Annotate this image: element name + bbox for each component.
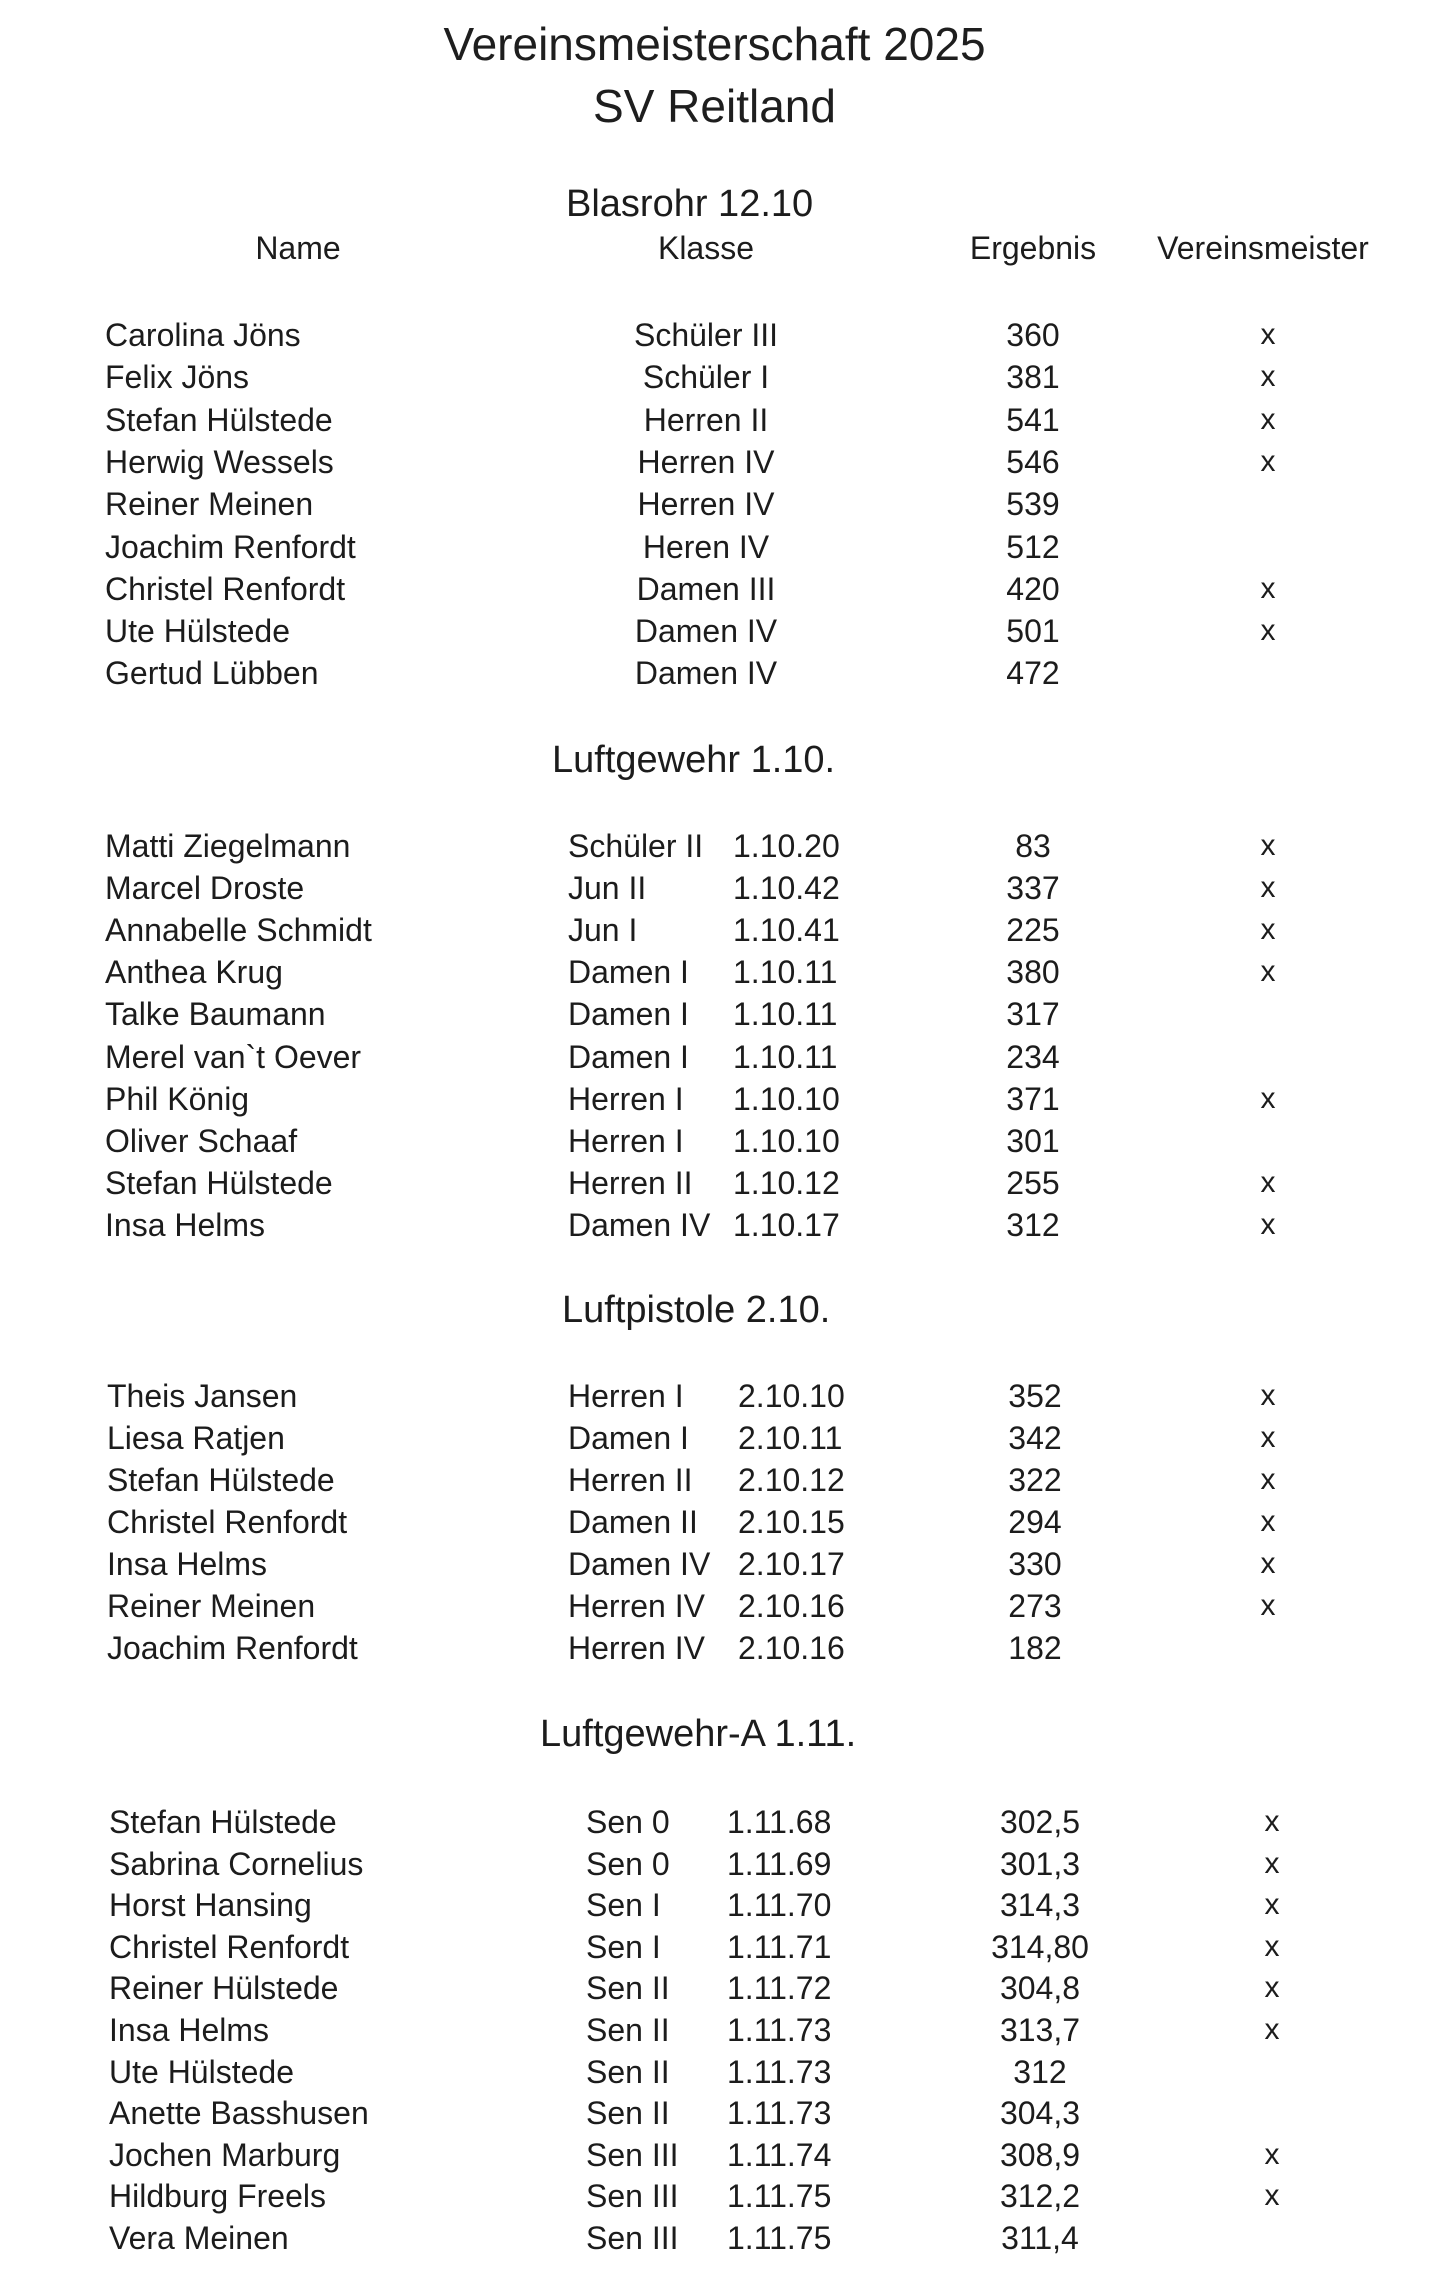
participant-class: Jun II xyxy=(568,870,647,907)
discipline-code: 2.10.16 xyxy=(738,1588,845,1624)
participant-name: Talke Baumann xyxy=(105,996,326,1033)
participant-class: Herren I xyxy=(568,1122,684,1159)
participant-name: Reiner Meinen xyxy=(107,1588,316,1624)
club-champion-mark: x xyxy=(1264,1888,1280,1922)
result-value: 312 xyxy=(1013,2053,1067,2090)
participant-class: Damen I xyxy=(568,1038,689,1075)
club-champion-mark: x xyxy=(1264,1971,1280,2005)
participant-name: Merel van`t Oever xyxy=(105,1038,362,1075)
participant-class: Sen III xyxy=(586,2178,679,2215)
table-row xyxy=(0,1078,1429,1120)
section-title-luftgewehr-a: Luftgewehr-A 1.11. xyxy=(540,1713,857,1755)
participant-name: Reiner Meinen xyxy=(105,486,314,523)
discipline-code: 1.11.71 xyxy=(727,1928,832,1965)
participant-name: Jochen Marburg xyxy=(109,2136,341,2173)
result-value: 225 xyxy=(1006,912,1060,949)
table-row xyxy=(0,2092,1429,2134)
table-row xyxy=(0,1843,1429,1885)
table-row xyxy=(0,2009,1429,2051)
table-row xyxy=(0,1417,1429,1459)
discipline-code: 1.10.17 xyxy=(733,1206,840,1243)
participant-class: Damen I xyxy=(568,954,689,991)
club-champion-mark: x xyxy=(1264,2137,1280,2171)
club-champion-mark: x xyxy=(1260,1421,1276,1454)
participant-class: Sen 0 xyxy=(586,1845,670,1882)
participant-name: Christel Renfordt xyxy=(105,570,346,607)
result-value: 301 xyxy=(1006,1122,1060,1159)
participant-name: Vera Meinen xyxy=(109,2220,289,2256)
participant-class: Sen II xyxy=(586,2012,670,2048)
result-value: 360 xyxy=(1006,317,1060,353)
participant-name: Herwig Wessels xyxy=(105,443,334,480)
result-value: 83 xyxy=(1015,828,1051,864)
club-champion-mark: x xyxy=(1260,1463,1276,1496)
participant-class: Schüler II xyxy=(568,828,704,864)
participant-class: Sen II xyxy=(586,2053,670,2090)
participant-name: Reiner Hülstede xyxy=(109,1970,339,2007)
participant-class: Heren IV xyxy=(642,528,770,565)
result-value: 314,80 xyxy=(991,1928,1089,1965)
discipline-code: 1.10.12 xyxy=(733,1164,840,1201)
result-value: 314,3 xyxy=(999,1887,1081,1924)
participant-name: Felix Jöns xyxy=(105,359,250,396)
participant-name: Anthea Krug xyxy=(105,954,283,991)
result-value: 255 xyxy=(1006,1164,1060,1201)
table-row xyxy=(0,568,1429,610)
participant-name: Joachim Renfordt xyxy=(105,528,356,565)
participant-name: Insa Helms xyxy=(107,1546,268,1582)
participant-name: Horst Hansing xyxy=(109,1887,312,1924)
discipline-code: 1.11.75 xyxy=(727,2220,832,2256)
result-value: 302,5 xyxy=(999,1804,1081,1840)
table-row xyxy=(0,1884,1429,1926)
result-value: 304,3 xyxy=(999,2095,1081,2132)
section-title-luftgewehr: Luftgewehr 1.10. xyxy=(552,739,836,781)
result-value: 420 xyxy=(1006,570,1060,607)
result-value: 317 xyxy=(1006,996,1060,1033)
discipline-code: 2.10.12 xyxy=(738,1462,845,1498)
participant-class: Schüler III xyxy=(633,317,779,353)
participant-name: Matti Ziegelmann xyxy=(105,828,351,864)
section-title-luftpistole: Luftpistole 2.10. xyxy=(562,1289,831,1331)
page-subtitle: SV Reitland xyxy=(593,80,836,132)
participant-class: Herren IV xyxy=(637,443,775,480)
discipline-code: 1.11.75 xyxy=(727,2178,832,2215)
participant-name: Stefan Hülstede xyxy=(109,1804,337,1840)
column-header-vereinsmeister: Vereinsmeister xyxy=(1157,230,1369,266)
table-row xyxy=(0,1204,1429,1246)
club-champion-mark: x xyxy=(1260,571,1276,605)
participant-class: Damen IV xyxy=(634,613,778,650)
discipline-code: 1.10.11 xyxy=(733,996,838,1033)
participant-class: Damen III xyxy=(636,570,776,607)
club-champion-mark: x xyxy=(1260,955,1276,989)
table-row xyxy=(0,2134,1429,2176)
result-value: 539 xyxy=(1006,486,1060,523)
result-value: 380 xyxy=(1006,954,1060,991)
result-value: 337 xyxy=(1006,870,1060,907)
page-title: Vereinsmeisterschaft 2025 xyxy=(443,18,986,70)
table-row xyxy=(0,867,1429,909)
participant-name: Joachim Renfordt xyxy=(107,1630,358,1666)
result-value: 342 xyxy=(1008,1420,1062,1456)
club-champion-mark: x xyxy=(1264,1929,1280,1963)
club-champion-mark: x xyxy=(1264,2179,1280,2213)
participant-class: Herren II xyxy=(568,1462,693,1498)
result-value: 301,3 xyxy=(999,1845,1081,1882)
participant-class: Jun I xyxy=(568,912,638,949)
club-champion-mark: x xyxy=(1260,614,1276,648)
discipline-code: 1.11.74 xyxy=(727,2136,832,2173)
result-value: 501 xyxy=(1006,613,1060,650)
discipline-code: 1.11.73 xyxy=(727,2053,832,2090)
table-row xyxy=(0,1967,1429,2009)
participant-class: Damen I xyxy=(568,1420,689,1456)
club-champion-mark: x xyxy=(1260,1207,1276,1241)
discipline-code: 2.10.10 xyxy=(738,1378,845,1414)
result-value: 322 xyxy=(1008,1462,1062,1498)
result-value: 330 xyxy=(1008,1546,1062,1582)
participant-name: Ute Hülstede xyxy=(105,613,290,650)
club-champion-mark: x xyxy=(1260,871,1276,905)
result-value: 308,9 xyxy=(999,2136,1081,2173)
table-row xyxy=(0,909,1429,951)
club-champion-mark: x xyxy=(1260,1505,1276,1538)
participant-class: Herren I xyxy=(568,1080,684,1117)
result-value: 304,8 xyxy=(999,1970,1081,2007)
discipline-code: 1.11.73 xyxy=(727,2095,832,2132)
participant-class: Sen 0 xyxy=(586,1804,670,1840)
discipline-code: 1.11.69 xyxy=(727,1845,832,1882)
participant-class: Damen II xyxy=(568,1504,698,1540)
table-row xyxy=(0,1501,1429,1543)
result-value: 381 xyxy=(1006,359,1060,396)
result-value: 313,7 xyxy=(999,2012,1081,2048)
discipline-code: 1.10.42 xyxy=(733,870,840,907)
participant-name: Stefan Hülstede xyxy=(105,401,333,438)
club-champion-mark: x xyxy=(1260,444,1276,478)
participant-name: Hildburg Freels xyxy=(109,2178,326,2215)
discipline-code: 1.10.11 xyxy=(733,954,838,991)
table-row xyxy=(0,951,1429,993)
participant-class: Herren I xyxy=(568,1378,684,1414)
participant-class: Damen IV xyxy=(568,1546,711,1582)
result-value: 541 xyxy=(1006,401,1060,438)
table-row xyxy=(0,652,1429,694)
participant-name: Sabrina Cornelius xyxy=(109,1845,364,1882)
table-row xyxy=(0,1459,1429,1501)
club-champion-mark: x xyxy=(1260,1081,1276,1115)
club-champion-mark: x xyxy=(1260,402,1276,436)
participant-name: Christel Renfordt xyxy=(109,1928,350,1965)
table-row xyxy=(0,1036,1429,1078)
participant-class: Sen II xyxy=(586,1970,670,2007)
discipline-code: 1.10.41 xyxy=(733,912,840,949)
table-row xyxy=(0,1926,1429,1968)
club-champion-mark: x xyxy=(1260,318,1276,351)
participant-class: Schüler I xyxy=(642,359,770,396)
table-row xyxy=(0,1375,1429,1417)
result-value: 312,2 xyxy=(999,2178,1081,2215)
table-row xyxy=(0,2051,1429,2093)
participant-class: Sen III xyxy=(586,2136,679,2173)
discipline-code: 1.10.11 xyxy=(733,1038,838,1075)
table-row xyxy=(0,314,1429,356)
participant-name: Gertud Lübben xyxy=(105,655,319,692)
result-value: 312 xyxy=(1006,1206,1060,1243)
discipline-code: 1.10.10 xyxy=(733,1122,840,1159)
participant-name: Ute Hülstede xyxy=(109,2053,294,2090)
table-row xyxy=(0,1543,1429,1585)
participant-name: Stefan Hülstede xyxy=(107,1462,335,1498)
participant-name: Anette Basshusen xyxy=(109,2095,369,2132)
participant-name: Christel Renfordt xyxy=(107,1504,348,1540)
participant-class: Damen IV xyxy=(568,1206,711,1243)
table-row xyxy=(0,993,1429,1035)
club-champion-mark: x xyxy=(1260,829,1276,862)
table-row xyxy=(0,399,1429,441)
column-header-name: Name xyxy=(255,230,341,266)
participant-name: Oliver Schaaf xyxy=(105,1122,298,1159)
table-row xyxy=(0,2175,1429,2217)
participant-class: Herren IV xyxy=(568,1588,705,1624)
table-row xyxy=(0,483,1429,525)
participant-class: Herren IV xyxy=(568,1630,705,1666)
result-value: 273 xyxy=(1008,1588,1062,1624)
discipline-code: 1.11.73 xyxy=(727,2012,832,2048)
result-value: 352 xyxy=(1008,1378,1062,1414)
table-row xyxy=(0,2217,1429,2259)
result-value: 546 xyxy=(1006,443,1060,480)
participant-class: Herren II xyxy=(568,1164,693,1201)
discipline-code: 1.10.20 xyxy=(733,828,840,864)
participant-class: Sen II xyxy=(586,2095,670,2132)
section-title-blasrohr: Blasrohr 12.10 xyxy=(566,183,814,225)
participant-class: Damen IV xyxy=(634,655,778,692)
column-header-klasse: Klasse xyxy=(657,230,755,266)
participant-class: Herren II xyxy=(643,401,769,438)
participant-class: Sen III xyxy=(586,2220,679,2256)
club-champion-mark: x xyxy=(1264,1846,1280,1880)
discipline-code: 2.10.11 xyxy=(738,1420,843,1456)
table-row xyxy=(0,441,1429,483)
club-champion-mark: x xyxy=(1264,1805,1280,1838)
table-row xyxy=(0,526,1429,568)
club-champion-mark: x xyxy=(1260,360,1276,394)
participant-name: Carolina Jöns xyxy=(105,317,301,353)
column-header-ergebnis: Ergebnis xyxy=(969,230,1097,266)
discipline-code: 1.11.70 xyxy=(727,1887,832,1924)
participant-class: Sen I xyxy=(586,1887,661,1924)
result-value: 294 xyxy=(1008,1504,1062,1540)
table-row xyxy=(0,1627,1429,1669)
table-row xyxy=(0,1162,1429,1204)
participant-name: Stefan Hülstede xyxy=(105,1164,333,1201)
result-value: 182 xyxy=(1008,1630,1062,1666)
club-champion-mark: x xyxy=(1260,1379,1276,1412)
club-champion-mark: x xyxy=(1260,1589,1276,1622)
table-row xyxy=(0,610,1429,652)
table-row xyxy=(0,825,1429,867)
participant-name: Insa Helms xyxy=(109,2012,270,2048)
result-value: 472 xyxy=(1006,655,1060,692)
discipline-code: 1.11.72 xyxy=(727,1970,832,2007)
discipline-code: 2.10.16 xyxy=(738,1630,845,1666)
discipline-code: 2.10.15 xyxy=(738,1504,845,1540)
result-value: 234 xyxy=(1006,1038,1060,1075)
participant-class: Herren IV xyxy=(637,486,775,523)
table-row xyxy=(0,356,1429,398)
table-row xyxy=(0,1585,1429,1627)
participant-name: Theis Jansen xyxy=(107,1378,298,1414)
result-value: 311,4 xyxy=(1001,2220,1079,2256)
result-value: 371 xyxy=(1006,1080,1060,1117)
club-champion-mark: x xyxy=(1260,1547,1276,1580)
club-champion-mark: x xyxy=(1260,1165,1276,1199)
table-row xyxy=(0,1120,1429,1162)
participant-name: Phil König xyxy=(105,1080,250,1117)
participant-class: Damen I xyxy=(568,996,689,1033)
participant-name: Insa Helms xyxy=(105,1206,266,1243)
participant-name: Liesa Ratjen xyxy=(107,1420,285,1456)
discipline-code: 1.10.10 xyxy=(733,1080,840,1117)
participant-name: Marcel Droste xyxy=(105,870,305,907)
participant-name: Annabelle Schmidt xyxy=(105,912,372,949)
result-value: 512 xyxy=(1006,528,1060,565)
club-champion-mark: x xyxy=(1260,913,1276,947)
participant-class: Sen I xyxy=(586,1928,661,1965)
club-champion-mark: x xyxy=(1264,2013,1280,2046)
table-row xyxy=(0,1801,1429,1843)
discipline-code: 1.11.68 xyxy=(727,1804,832,1840)
discipline-code: 2.10.17 xyxy=(738,1546,845,1582)
